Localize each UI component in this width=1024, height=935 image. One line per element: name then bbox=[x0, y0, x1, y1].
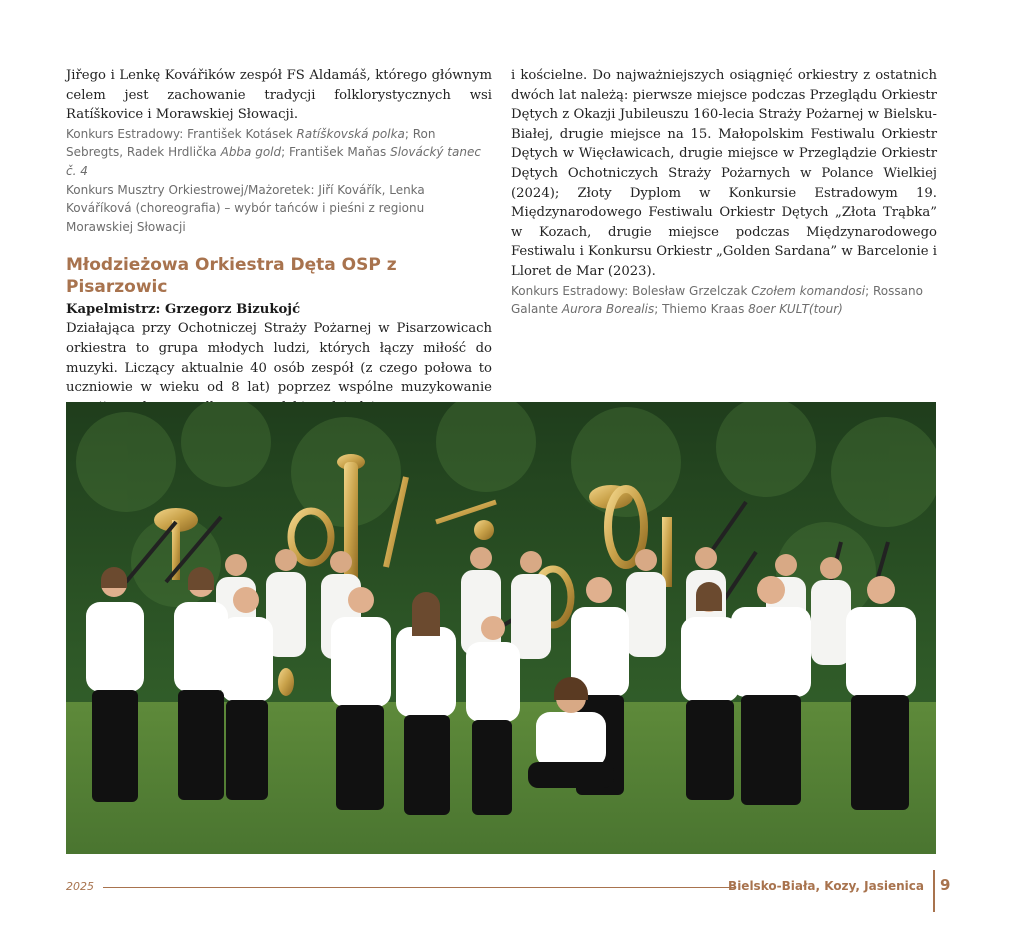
footer-rule bbox=[103, 887, 735, 888]
orchestra-group-photo bbox=[66, 402, 936, 854]
photo-illustration bbox=[66, 402, 936, 854]
footer-year: 2025 bbox=[66, 880, 94, 893]
contest-program-right: Konkurs Estradowy: Bolesław Grzelczak Czołem komandosi; Rossano Galante Aurora Borealis; Thiemo Kraas 8oer KULT(tour) bbox=[511, 283, 923, 317]
orchestra-description: Działająca przy Ochotniczej Straży Pożarnej w Pisarzowicach orkiestra to grupa młodych ludzi, których łączy miłość do muzyki. Liczący aktualnie 40 osób zespół (z czego połowa to uczniowie w wieku od 8 lat) poprzez wspólne muzykowanie bbox=[66, 321, 492, 396]
band-members bbox=[86, 547, 916, 815]
page-number: 9 bbox=[940, 876, 951, 894]
contest-march-program: Konkurs Musztry Orkiestrowej/Mażoretek: Jiří Kovářík, Lenka Kováříková (choreografia) – wybór tańców i pieśni z regionu Morawskiej Słowacji bbox=[66, 182, 425, 234]
footer-separator bbox=[933, 870, 935, 912]
conductor-line: Kapelmistrz: Grzegorz Bizukojć bbox=[66, 302, 301, 318]
right-column bbox=[511, 66, 937, 319]
section-title: Młodzieżowa Orkiestra Dęta OSP z Pisarzowic bbox=[66, 255, 397, 298]
intro-paragraph: Jiřego i Lenkę Kovářików zespół FS Aldamáš, którego głównym celem jest zachowanie tradycji folklorystycznych wsi Ratíškovice i Morawskiej Słowacji. bbox=[66, 68, 492, 123]
footer-place: Bielsko-Biała, Kozy, Jasienica bbox=[728, 879, 924, 893]
contest-stage-program: Konkurs Estradowy: František Kotásek Ratíškovská polka; Ron Sebregts, Radek Hrdlička Abba gold; František Maňas Slovácký tanec č. 4 bbox=[66, 126, 481, 178]
achievements-paragraph: i kościelne. Do najważniejszych osiągnięć orkiestry z ostatnich dwóch lat należą: pierwsze miejsce podczas Przeglądu Orkiestr Dętych z Okazji Jubileuszu 160-lecia Straży Pożarnej w Bielsku-Białej, drugie miejsce na 15. Małopolskim Festiwalu Orkiestr Dętych w Więcławicach, drugie miejsce w Przeglądzie Orkiestr Dętych Ochotniczych Straży Pożarnych w Polance Wielkiej (2024); Złoty Dyplom w Konkursie Estradowym 19. Międzynarodowego Festiwalu Orkiestr Dętych „Złota Trąbka” w Kozach, drugie miejsce podczas Międzynarodowego Festiwalu i Konkursu Orkiestr „Golden Sardana” w Barcelonie i Lloret de Mar (2023). bbox=[511, 68, 937, 279]
